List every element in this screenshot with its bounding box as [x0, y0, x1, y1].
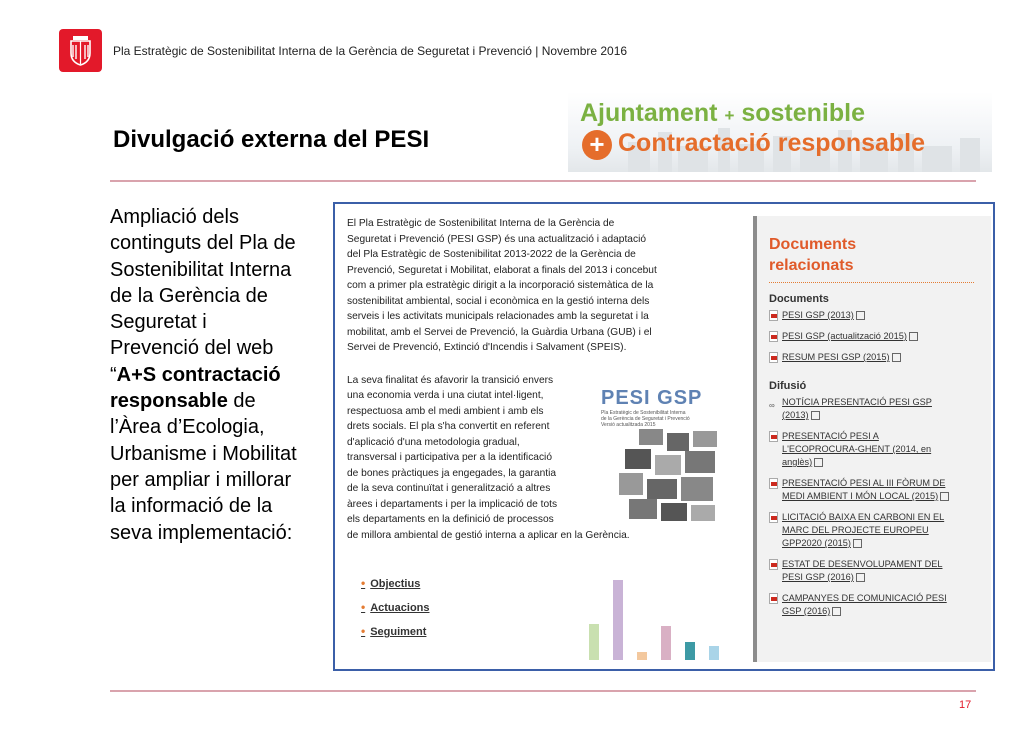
external-link-icon — [940, 492, 949, 501]
pdf-icon — [769, 512, 778, 523]
external-link-icon — [832, 607, 841, 616]
body-line: Seguretat i — [110, 311, 207, 334]
body-line-bold: “A+S contractació — [110, 363, 281, 386]
decorative-bar — [637, 652, 647, 660]
body-line: seva implementació: — [110, 521, 293, 544]
ajuntament-sostenible-banner — [568, 92, 992, 172]
website-purpose-paragraph: La seva finalitat és afavorir la transició envers una economia verda i una ciutat intel·ligent, respectuosa amb el medi ambient i amb els drets socials. El pla s'ha convertit en referent d'aplicació d'una metodologia gradual, transversal i participativa per a la identificació de bones pràctiques ja engegades, la garantia de la seva continuïtat i generalització a altres àrees i departaments i per la implicació de tots els departaments en la definició de processos de millora ambiental de gestió interna a aplicar en la Gerència. — [347, 374, 630, 541]
decorative-bar — [709, 646, 719, 660]
external-link-icon — [909, 332, 918, 341]
difusio-list — [769, 396, 991, 618]
pdf-icon — [769, 352, 778, 363]
body-line: Prevenció del web — [110, 337, 274, 360]
body-line: per ampliar i millorar — [110, 468, 292, 491]
link-seguiment[interactable]: • Seguiment — [361, 624, 427, 638]
banner-title-line2: Contractació responsable — [618, 129, 926, 157]
pdf-icon — [769, 331, 778, 342]
body-line: Ampliació dels — [110, 206, 239, 228]
sidebar-document-link[interactable]: RESUM PESI GSP (2015) — [769, 351, 991, 364]
footer-divider — [110, 690, 976, 692]
sidebar-document-link[interactable]: CAMPANYES DE COMUNICACIÓ PESI GSP (2016) — [769, 592, 991, 618]
body-line: la informació de la — [110, 495, 273, 518]
pesi-gsp-cover-image: PESI GSP Pla Estratègic de Sostenibilitat Interna de la Gerència de Seguretat i Prevenció Versió actualitzada 2015 — [601, 387, 733, 537]
body-line: l’Àrea d’Ecologia, — [110, 416, 265, 439]
difusio-heading: Difusió — [769, 380, 807, 392]
photo-collage-image — [619, 429, 719, 521]
plus-circle-icon: + — [582, 130, 612, 160]
website-screenshot — [333, 202, 995, 671]
slide-body-text — [110, 204, 325, 546]
pdf-icon — [769, 431, 778, 442]
barcelona-coat-of-arms-icon — [59, 29, 102, 72]
decorative-bar — [685, 642, 695, 660]
dotted-divider — [769, 282, 974, 283]
sidebar-document-link[interactable]: ESTAT DE DESENVOLUPAMENT DEL PESI GSP (2016) — [769, 558, 991, 584]
body-line: Urbanisme i Mobilitat — [110, 442, 297, 465]
external-link-icon — [853, 539, 862, 548]
sidebar-document-link[interactable]: LICITACIÓ BAIXA EN CARBONI EN EL MARC DEL PROJECTE EUROPEU GPP2020 (2015) — [769, 511, 991, 550]
slide-title: Divulgació externa del PESI — [113, 126, 430, 153]
sidebar-document-link[interactable]: PESI GSP (actualització 2015) — [769, 330, 991, 343]
external-link-icon — [814, 458, 823, 467]
documents-list — [769, 309, 991, 364]
sidebar-document-link[interactable]: ∞ NOTÍCIA PRESENTACIÓ PESI GSP (2013) — [769, 397, 932, 420]
sidebar-title: Documents relacionats — [769, 236, 857, 274]
decorative-bar — [613, 580, 623, 660]
decorative-bars — [589, 576, 729, 660]
external-link-icon — [892, 353, 901, 362]
documents-heading: Documents — [769, 293, 829, 305]
cover-title: PESI GSP — [601, 387, 703, 409]
website-intro-paragraph: El Pla Estratègic de Sostenibilitat Interna de la Gerència de Seguretat i Prevenció (PESI GSP) és una actualització i adaptació del Pla Estratègic de Sostenibilitat 2013-2022 de la Gerència de Prevenció, Seguretat i Mobilitat, elaborat a finals del 2013 i concebut com a primer pla estratègic dirigit a la incorporació sistemàtica de la sostenibilitat ambiental, social i econòmica en la gestió interna dels serveis i les activitats municipals relacionades amb la seguretat i la mobilitat, amb el Servei de Prevenció, la Guàrdia Urbana (GUB) i el Servei de Prevenció, Extinció d'Incendis i Salvament (SPEIS). — [347, 218, 657, 353]
link-objectius[interactable]: • Objectius — [361, 576, 421, 590]
body-line-bold: responsable de — [110, 390, 256, 413]
header-title: Pla Estratègic de Sostenibilitat Interna de la Gerència de Seguretat i Prevenció | Novembre 2016 — [113, 44, 628, 58]
banner-title-line1: Ajuntament + sostenible — [580, 99, 865, 127]
related-documents-sidebar — [753, 216, 991, 662]
external-link-icon — [856, 573, 865, 582]
external-link-icon — [811, 411, 820, 420]
website-nav-links — [361, 576, 430, 648]
body-line: continguts del Pla de — [110, 232, 296, 255]
decorative-bar — [589, 624, 599, 660]
pdf-icon — [769, 559, 778, 570]
link-icon: ∞ — [769, 401, 775, 410]
title-divider — [110, 180, 976, 182]
body-line: de la Gerència de — [110, 284, 268, 307]
external-link-icon — [856, 311, 865, 320]
link-actuacions[interactable]: • Actuacions — [361, 600, 430, 614]
sidebar-document-link[interactable]: PRESENTACIÓ PESI A L'ECOPROCURA-GHENT (2014, en anglès) — [769, 430, 991, 469]
body-line: Sostenibilitat Interna — [110, 258, 292, 281]
sidebar-document-link[interactable]: PRESENTACIÓ PESI AL III FÒRUM DE MEDI AMBIENT I MÓN LOCAL (2015) — [769, 477, 991, 503]
sidebar-document-link[interactable]: PESI GSP (2013) — [769, 309, 991, 322]
pdf-icon — [769, 593, 778, 604]
pdf-icon — [769, 310, 778, 321]
page-number: 17 — [959, 699, 972, 711]
pdf-icon — [769, 478, 778, 489]
decorative-bar — [661, 626, 671, 660]
